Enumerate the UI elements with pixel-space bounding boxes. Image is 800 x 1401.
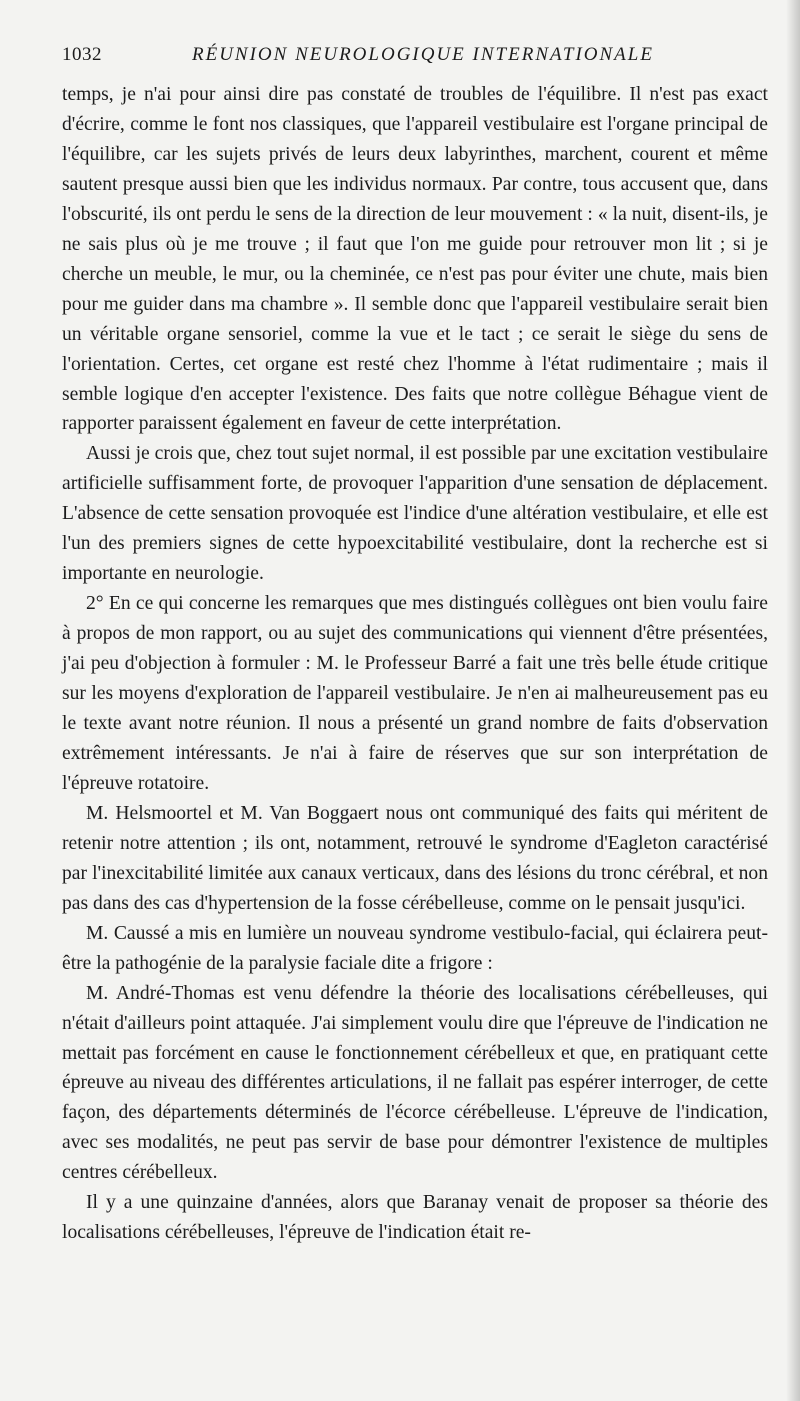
paragraph-6: M. André-Thomas est venu défendre la théorie des localisations cérébelleuses, qui n'était d'ailleurs point attaquée. J'ai simplement voulu dire que l'épreuve de l'indication ne mettait pas forcément en cause le fonctionnement cérébelleux et que, en pratiquant cette épreuve au niveau des différentes articulations, il ne fallait pas espérer interroger, de cette façon, des départements déterminés de l'écorce cérébelleuse. L'épreuve de l'indication, avec ses modalités, ne peut pas servir de base pour démontrer l'existence de multiples centres cérébelleux. [62,982,768,1184]
page-number: 1032 [62,44,102,65]
body-text [62,80,768,1248]
paragraph-3: 2° En ce qui concerne les remarques que mes distingués collègues ont bien voulu faire à propos de mon rapport, ou au sujet des communications qui viennent d'être présentées, j'ai peu d'objection à formuler : M. le Professeur Barré a fait une très belle étude critique sur les moyens d'exploration de l'appareil vestibulaire. Je n'en ai malheureusement pas eu le texte avant notre réunion. Il nous a présenté un grand nombre de faits d'observation extrêmement intéressants. Je n'ai à faire de réserves que sur son interprétation de l'épreuve rotatoire. [62,593,768,794]
paragraph-5: M. Caussé a mis en lumière un nouveau syndrome vestibulo-facial, qui éclairera peut-être la pathogénie de la paralysie faciale dite a frigore : [62,922,768,974]
page-edge-shadow [786,0,800,1401]
paragraph-7: Il y a une quinzaine d'années, alors que Baranay venait de proposer sa théorie des localisations cérébelleuses, l'épreuve de l'indication était re- [62,1192,768,1244]
paragraph-1: temps, je n'ai pour ainsi dire pas constaté de troubles de l'équilibre. Il n'est pas exact d'écrire, comme le font nos classiques, que l'appareil vestibulaire est l'organe principal de l'équilibre, car les sujets privés de leurs deux labyrinthes, marchent, courent et même sautent presque aussi bien que les individus normaux. Par contre, tous accusent que, dans l'obscurité, ils ont perdu le sens de la direction de leur mouvement : « la nuit, disent-ils, je ne sais plus où je me trouve ; il faut que l'on me guide pour retrouver mon lit ; si je cherche un meuble, le mur, ou la cheminée, ce n'est pas pour éviter une chute, mais bien pour me guider dans ma chambre ». Il semble donc que l'appareil vestibulaire serait bien un véritable organe sensoriel, comme la vue et le tact ; ce serait le siège du sens de l'orientation. Certes, cet organe est resté chez l'homme à l'état rudimentaire ; mais il semble logique d'en accepter l'existence. Des faits que notre collègue Béhague vient de rapporter paraissent également en faveur de cette interprétation. [62,84,768,435]
running-title: RÉUNION NEUROLOGIQUE INTERNATIONALE [192,44,654,65]
paragraph-4: M. Helsmoortel et M. Van Boggaert nous ont communiqué des faits qui méritent de retenir notre attention ; ils ont, notamment, retrouvé le syndrome d'Eagleton caractérisé par l'inexcitabilité limitée aux canaux verticaux, dans des lésions du tronc cérébral, et non pas dans des cas d'hypertension de la fosse cérébelleuse, comme on le pensait jusqu'ici. [62,802,768,914]
page-header [62,44,762,74]
paragraph-2: Aussi je crois que, chez tout sujet normal, il est possible par une excitation vestibulaire artificielle suffisamment forte, de provoquer l'apparition d'une sensation de déplacement. L'absence de cette sensation provoquée est l'indice d'une altération vestibulaire, et elle est l'un des premiers signes de cette hypoexcitabilité vestibulaire, dont la recherche est si importante en neurologie. [62,443,768,585]
